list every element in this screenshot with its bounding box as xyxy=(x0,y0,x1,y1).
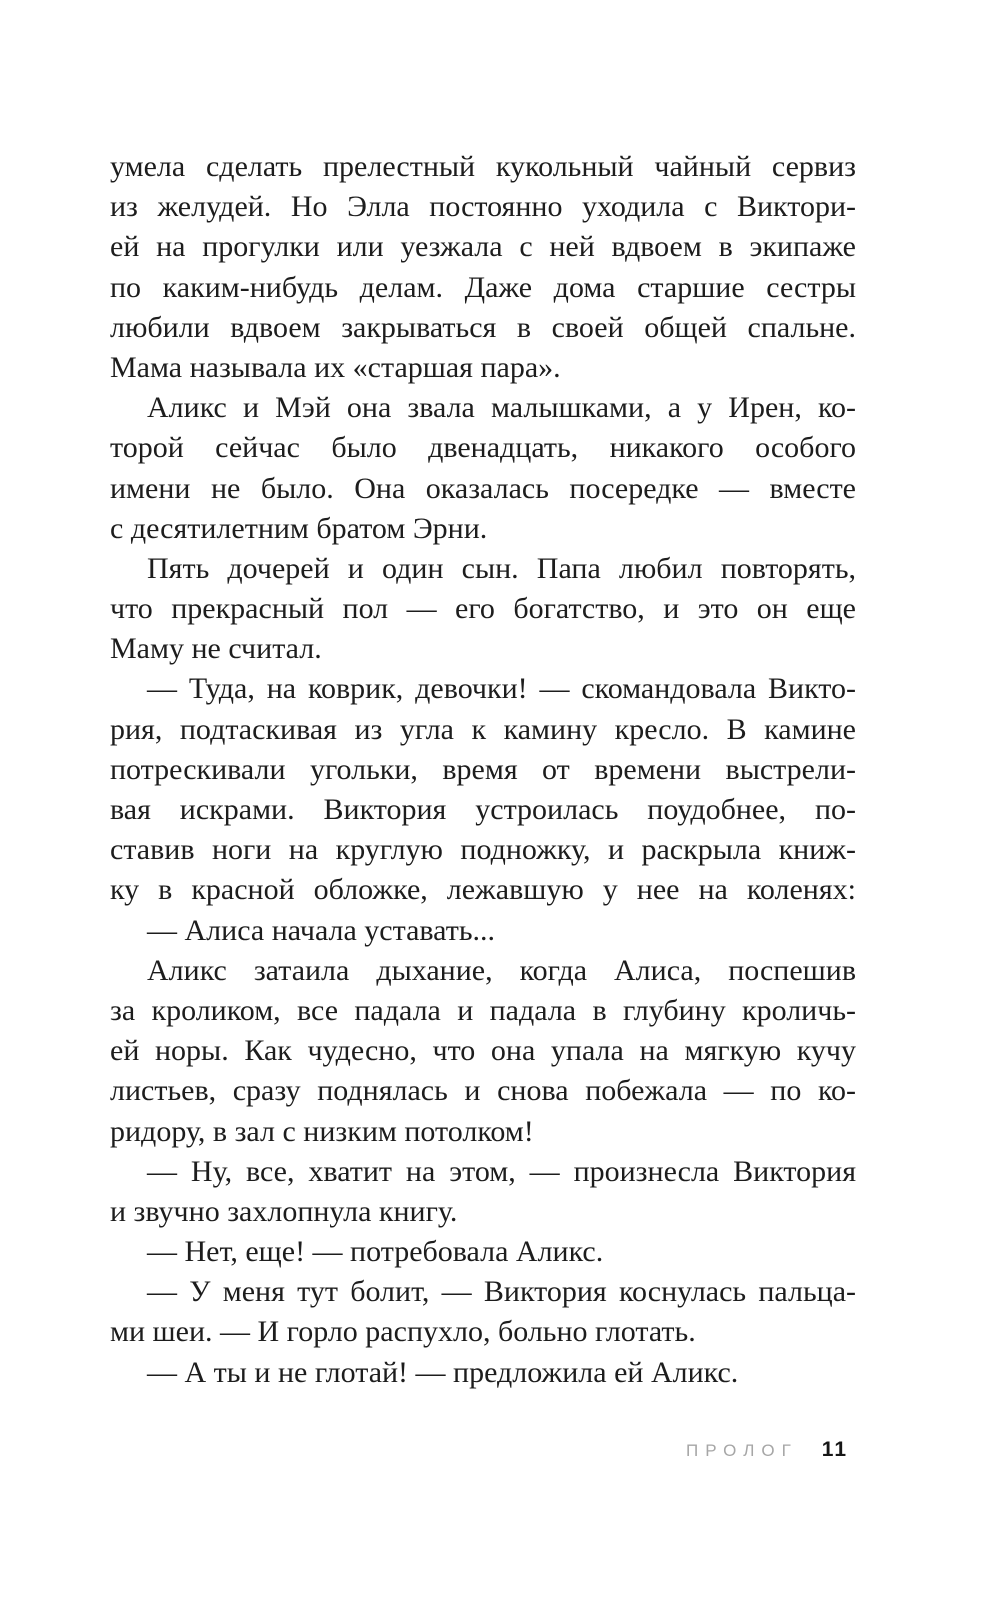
page-footer xyxy=(686,1438,848,1462)
text-line: ридору, в зал с низким потолком! xyxy=(110,1114,534,1148)
text-line: торой сейчас было двенадцать, никакого особого xyxy=(110,431,856,465)
text-line: по каким-нибудь делам. Даже дома старшие сестры xyxy=(110,270,856,304)
text-line: Маму не считал. xyxy=(110,632,322,666)
text-line: с десятилетним братом Эрни. xyxy=(110,511,488,545)
footer-section-label: ПРОЛОГ xyxy=(685,1441,798,1460)
text-line: Аликс и Мэй она звала малышками, а у Ирен, ко- xyxy=(147,391,856,425)
text-line: — А ты и не глотай! — предложила ей Аликс. xyxy=(147,1355,739,1389)
text-line: — Алиса начала уставать... xyxy=(147,913,496,947)
text-line: — Нет, еще! — потребовала Аликс. xyxy=(147,1235,604,1269)
text-line: — У меня тут болит, — Виктория коснулась пальца- xyxy=(147,1275,856,1309)
text-line: листьев, сразу поднялась и снова побежала — по ко- xyxy=(110,1074,856,1108)
text-line: Аликс затаила дыхание, когда Алиса, поспешив xyxy=(147,953,856,987)
text-line: вая искрами. Виктория устроилась поудобнее, по- xyxy=(110,793,856,826)
text-line: потрескивали угольки, время от времени выстрели- xyxy=(110,752,856,786)
text-line: имени не было. Она оказалась посередке — вместе xyxy=(110,471,856,505)
text-line: Мама называла их «старшая пара». xyxy=(110,350,561,384)
text-line: любили вдвоем закрываться в своей общей спальне. xyxy=(110,310,856,344)
text-line: и звучно захлопнула книгу. xyxy=(110,1194,458,1228)
text-line: — Туда, на коврик, девочки! — скомандовала Викто- xyxy=(147,672,856,706)
footer-page-number: 11 xyxy=(821,1438,848,1461)
text-line: умела сделать прелестный кукольный чайный сервиз xyxy=(110,150,856,183)
text-line: за кроликом, все падала и падала в глубину кроличь- xyxy=(110,993,856,1027)
text-line: рия, подтаскивая из угла к камину кресло. В камине xyxy=(110,712,856,746)
text-line: ей на прогулки или уезжала с ней вдвоем в экипаже xyxy=(110,230,856,264)
text-line: Пять дочерей и один сын. Папа любил повторять, xyxy=(147,551,856,585)
body-text xyxy=(110,147,856,1393)
text-line: ми шеи. — И горло распухло, больно глотать. xyxy=(110,1315,696,1349)
text-line: что прекрасный пол — его богатство, и это он еще xyxy=(110,592,856,626)
text-line: — Ну, все, хватит на этом, — произнесла Виктория xyxy=(147,1154,856,1188)
text-line: ку в красной обложке, лежавшую у нее на коленях: xyxy=(110,873,856,907)
text-line: ставив ноги на круглую подножку, и раскрыла книж- xyxy=(110,833,856,867)
text-line: ей норы. Как чудесно, что она упала на мягкую кучу xyxy=(110,1034,856,1068)
text-line: из желудей. Но Элла постоянно уходила с Виктори- xyxy=(110,190,856,224)
